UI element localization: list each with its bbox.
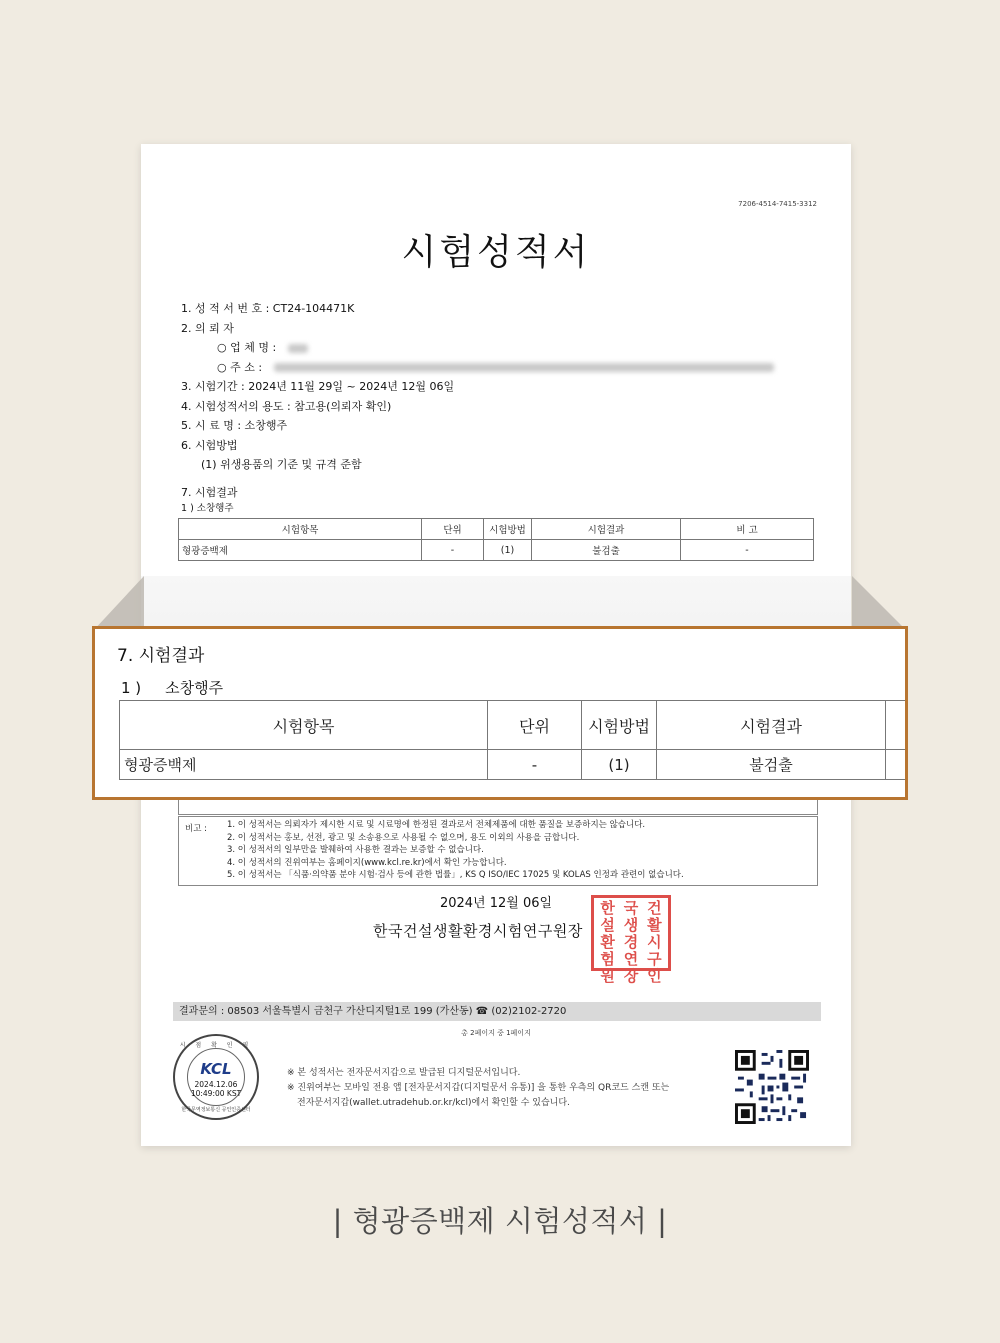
contact-info: 결과문의 : 08503 서울특별시 금천구 가산디지털1로 199 (가산동) ☎ (02)2102-2720 xyxy=(173,1002,821,1021)
callout-section-title: 7. 시험결과 xyxy=(117,646,205,666)
callout-table xyxy=(119,700,908,780)
kcl-timestamp-stamp xyxy=(173,1034,259,1120)
table-cell: 불검출 xyxy=(532,540,681,561)
report-number: 1. 성 적 서 번 호 : CT24-104471K xyxy=(181,302,355,315)
document-title: 시험성적서 xyxy=(401,232,591,273)
method-item: (1) 위생용품의 기준 및 규격 준함 xyxy=(201,458,362,471)
redacted-address xyxy=(274,363,774,372)
table-cell: - xyxy=(422,540,484,561)
company-row xyxy=(181,338,831,358)
table-cell: (1) xyxy=(484,540,532,561)
callout-header: 시험결과 xyxy=(657,701,886,750)
result-table xyxy=(178,518,814,561)
remarks-list xyxy=(227,819,684,882)
table-row xyxy=(179,540,814,561)
address-row xyxy=(181,358,831,378)
note-line: ※ 진위여부는 모바일 전용 앱 [전자문서지갑(디지털문서 유통)] 을 통한 우측의 QR코드 스캔 또는 xyxy=(287,1083,670,1093)
stamp-date: 2024.12.06 xyxy=(194,1080,238,1089)
table-header: 단위 xyxy=(422,519,484,540)
stamp-top-text: 시 점 확 인 필 xyxy=(179,1042,253,1049)
issue-date: 2024년 12월 06일 xyxy=(439,896,553,911)
remark-item: 1. 이 성적서는 의뢰자가 제시한 시료 및 시료명에 한정된 결과로서 전체제품에 대한 품질을 보증하지는 않습니다. xyxy=(227,820,646,830)
remarks-label: 비고 : xyxy=(185,824,207,834)
remark-item: 3. 이 성적서의 일부만을 발췌하여 사용한 결과는 보증할 수 없습니다. xyxy=(227,845,484,855)
callout-header-row xyxy=(120,701,909,750)
table-header: 비 고 xyxy=(681,519,814,540)
image-caption: | 형광증백제 시험성적서 | xyxy=(332,1204,668,1238)
page-count: 총 2페이지 중 1페이지 xyxy=(461,1029,531,1037)
callout-header: 시험항목 xyxy=(120,701,488,750)
zoomed-result-callout xyxy=(92,626,908,800)
digital-notes xyxy=(287,1066,669,1111)
callout-sub-number: 1 ) xyxy=(121,679,142,697)
remark-item: 5. 이 성적서는 「식품·의약품 분야 시험·검사 등에 관한 법률」, KS Q ISO/IEC 17025 및 KOLAS 인정과 관련이 없습니다. xyxy=(227,870,684,880)
table-header: 시험결과 xyxy=(532,519,681,540)
remarks-box xyxy=(178,816,818,886)
callout-header: 단위 xyxy=(488,701,582,750)
method-heading: 6. 시험방법 xyxy=(181,438,238,452)
result-sub: 1 ) 소창행주 xyxy=(181,503,234,514)
callout-cell: (1) xyxy=(582,750,657,780)
client-heading: 2. 의 뢰 자 xyxy=(181,321,234,335)
note-line: ※ 본 성적서는 전자문서지갑으로 발급된 디지털문서입니다. xyxy=(287,1068,521,1078)
zoom-shadow-left xyxy=(92,576,144,632)
remark-item: 4. 이 성적서의 진위여부는 홈페이지(www.kcl.re.kr)에서 확인 가능합니다. xyxy=(227,857,507,868)
callout-cell: 불검출 xyxy=(657,750,886,780)
kcl-logo: KCL xyxy=(200,1060,232,1078)
address-label: ○ 주 소 : xyxy=(217,360,263,374)
table-row xyxy=(120,750,909,780)
callout-cell: 형광증백제 xyxy=(120,750,488,780)
sample-name: 5. 시 료 명 : 소창행주 xyxy=(181,419,288,432)
table-header-row xyxy=(179,519,814,540)
report-info xyxy=(181,299,831,516)
table-header: 시험항목 xyxy=(179,519,422,540)
result-heading: 7. 시험결과 xyxy=(181,485,238,499)
redacted-company xyxy=(288,344,308,353)
institute-name: 한국건설생활환경시험연구원장 xyxy=(373,922,583,940)
callout-cell-empty xyxy=(886,750,909,780)
callout-header: 시험방법 xyxy=(582,701,657,750)
report-purpose: 4. 시험성적서의 용도 : 참고용(의뢰자 확인) xyxy=(181,399,392,413)
callout-sub-label: 소창행주 xyxy=(165,679,224,697)
official-seal: 한 국 건 설 생 활 환 경 시 험 연 구 원 장 인 xyxy=(591,895,671,971)
callout-header-empty xyxy=(886,701,909,750)
table-cell: 형광증백제 xyxy=(179,540,422,561)
zoom-shadow-right xyxy=(852,576,908,632)
table-cell: - xyxy=(681,540,814,561)
stamp-bottom-text: 한국무역정보통신 공인인증센터 xyxy=(181,1107,251,1113)
test-period: 3. 시험기간 : 2024년 11월 29일 ~ 2024년 12월 06일 xyxy=(181,380,455,393)
note-line: 전자문서지갑(wallet.utradehub.or.kr/kcl)에서 확인할 수 있습니다. xyxy=(297,1098,570,1108)
stamp-time: 10:49:00 KST xyxy=(190,1089,242,1098)
qr-code-icon[interactable] xyxy=(735,1050,809,1124)
remark-item: 2. 이 성적서는 홍보, 선전, 광고 및 소송용으로 사용될 수 없으며, 용도 이외의 사용을 금합니다. xyxy=(227,832,580,843)
callout-cell: - xyxy=(488,750,582,780)
callout-subtitle xyxy=(121,677,223,698)
document-id: 7206-4514-7415-3312 xyxy=(738,200,817,208)
table-header: 시험방법 xyxy=(484,519,532,540)
company-label: ○ 업 체 명 : xyxy=(217,341,277,354)
